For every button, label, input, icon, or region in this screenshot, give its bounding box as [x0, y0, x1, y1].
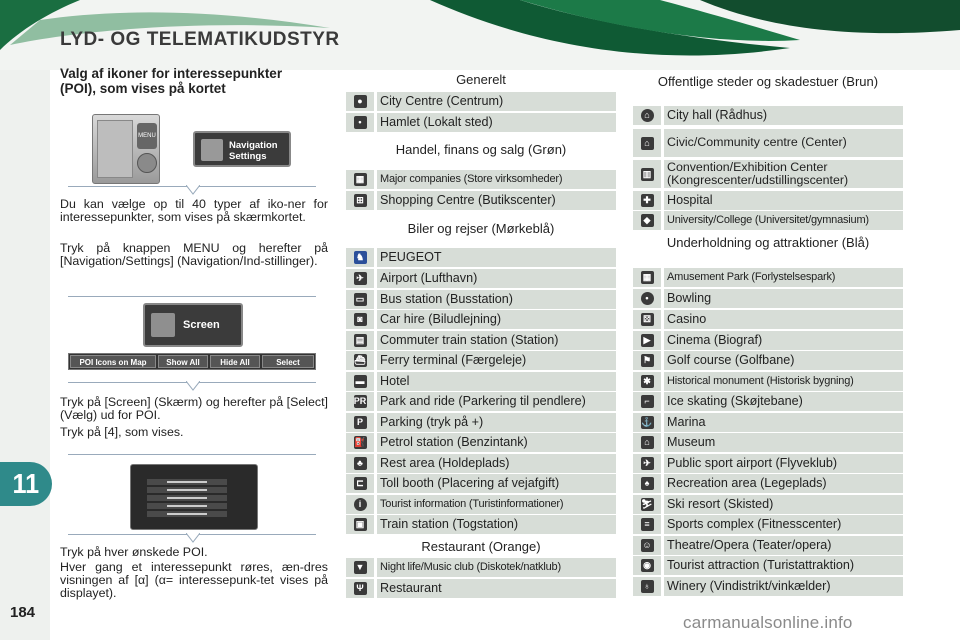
parking-icon: P: [346, 413, 374, 432]
category-heading: Underholdning og attraktioner (Blå): [666, 235, 870, 250]
poi-item: [633, 331, 903, 350]
fuel-pump-icon: ⛽: [346, 433, 374, 452]
section-title: Valg af ikoner for interessepunkter (POI), som vises på kortet: [60, 66, 283, 96]
head-unit-image: [92, 114, 160, 184]
poi-item: [346, 558, 616, 577]
poi-item: [633, 160, 903, 188]
poi-item-label: Theatre/Opera (Teater/opera): [664, 536, 903, 555]
wine-bottle-icon: ♁: [633, 577, 661, 596]
poi-item: [633, 413, 903, 432]
poi-item: [633, 211, 903, 230]
hotel-bed-icon: ▬: [346, 372, 374, 391]
poi-item-label: Bowling: [664, 289, 903, 308]
poi-item-label: Ice skating (Skøjtebane): [664, 392, 903, 411]
poi-item-label: Rest area (Holdeplads): [377, 454, 616, 473]
screen-icon: [151, 313, 175, 337]
car-icon: ◙: [346, 310, 374, 329]
poi-item: [346, 515, 616, 534]
poi-item: [346, 433, 616, 452]
poi-item: [346, 310, 616, 329]
poi-item: [346, 331, 616, 350]
poi-item-label: Marina: [664, 413, 903, 432]
navigation-settings-label: Navigation Settings: [229, 140, 278, 162]
divider: [68, 296, 316, 297]
bus-icon: ▭: [346, 290, 374, 309]
poi-item: [346, 290, 616, 309]
poi-item-label: Parking (tryk på +): [377, 413, 616, 432]
page-header-title: LYD- OG TELEMATIKUDSTYR: [60, 29, 340, 50]
paragraph: Tryk på knappen MENU og herefter på [Navigation/Settings] (Navigation/Ind-stillinger).: [60, 241, 328, 268]
poi-item: [346, 413, 616, 432]
city-centre-icon: ●: [346, 92, 374, 111]
paragraph: Tryk på [4], som vises.: [60, 425, 184, 439]
poi-item: [633, 129, 903, 157]
poi-item-label: University/College (Universitet/gymnasium): [664, 211, 903, 230]
poi-item-label: City Centre (Centrum): [377, 92, 616, 111]
airplane-icon: ✈: [346, 269, 374, 288]
poi-item: [633, 433, 903, 452]
convention-centre-icon: ▥: [633, 160, 661, 188]
museum-icon: ⌂: [633, 433, 661, 452]
sports-complex-icon: ≡: [633, 515, 661, 534]
poi-item-label: Ski resort (Skisted): [664, 495, 903, 514]
ice-skate-icon: ⌐: [633, 392, 661, 411]
ski-icon: ⛷: [633, 495, 661, 514]
category-heading: Restaurant (Orange): [421, 539, 541, 554]
show-all-button: Show All: [158, 355, 208, 368]
poi-item: [346, 248, 616, 267]
poi-item-label: Airport (Lufthavn): [377, 269, 616, 288]
poi-item-label: Museum: [664, 433, 903, 452]
poi-item-label: Cinema (Biograf): [664, 331, 903, 350]
poi-item: [346, 392, 616, 411]
poi-item: [346, 454, 616, 473]
poi-item: [346, 191, 616, 210]
divider: [68, 454, 316, 455]
office-building-icon: ▦: [346, 170, 374, 189]
university-cap-icon: ◆: [633, 211, 661, 230]
city-hall-icon: ⌂: [633, 106, 661, 125]
poi-item-label: Sports complex (Fitnesscenter): [664, 515, 903, 534]
poi-item: [346, 170, 616, 189]
anchor-icon: ⚓: [633, 413, 661, 432]
poi-item-label: PEUGEOT: [377, 248, 616, 267]
poi-item-label: Hospital: [664, 191, 903, 210]
divider: [68, 186, 316, 187]
chapter-tab: 11: [0, 462, 52, 506]
poi-item-label: Hotel: [377, 372, 616, 391]
select-button: Select: [262, 355, 314, 368]
poi-item-label: Hamlet (Lokalt sted): [377, 113, 616, 132]
poi-item-label: Golf course (Golfbane): [664, 351, 903, 370]
poi-item-label: Casino: [664, 310, 903, 329]
hospital-cross-icon: ✚: [633, 191, 661, 210]
small-airplane-icon: ✈: [633, 454, 661, 473]
hamlet-icon: •: [346, 113, 374, 132]
hide-all-button: Hide All: [210, 355, 260, 368]
theatre-masks-icon: ☺: [633, 536, 661, 555]
poi-item-label: Petrol station (Benzintank): [377, 433, 616, 452]
poi-item: [633, 372, 903, 391]
page-number: 184: [10, 604, 36, 621]
playground-icon: ♠: [633, 474, 661, 493]
commuter-train-icon: ▤: [346, 331, 374, 350]
category-heading: Offentlige steder og skadestuer (Brun): [657, 74, 879, 89]
poi-item-label: Convention/Exhibition Center (Kongrescenter/udstillingscenter): [664, 160, 903, 188]
poi-item-label: Amusement Park (Forlystelsespark): [664, 268, 903, 287]
cocktail-glass-icon: ▼: [346, 558, 374, 577]
amusement-park-icon: ▦: [633, 268, 661, 287]
poi-list-screenshot: [130, 464, 258, 530]
poi-item: [633, 556, 903, 575]
poi-item: [633, 106, 903, 125]
park-and-ride-icon: PR: [346, 392, 374, 411]
menu-button: MENU: [137, 123, 157, 149]
control-knob: [137, 153, 157, 173]
poi-item-label: Car hire (Biludlejning): [377, 310, 616, 329]
poi-item: [633, 536, 903, 555]
poi-icons-bar: [68, 353, 316, 370]
golf-flag-icon: ⚑: [633, 351, 661, 370]
paragraph: Hver gang et interessepunkt røres, æn-dres visningen af [α] (α= interessepunk-tet vises på displayet).: [60, 560, 328, 600]
fork-knife-icon: Ψ: [346, 579, 374, 598]
head-unit-screen: [97, 120, 133, 178]
poi-item-label: Winery (Vindistrikt/vinkælder): [664, 577, 903, 596]
screen-button-label: Screen: [183, 319, 220, 331]
poi-item: [633, 454, 903, 473]
poi-item: [346, 372, 616, 391]
poi-item: [633, 268, 903, 287]
poi-item: [346, 579, 616, 598]
category-heading: Biler og rejser (Mørkeblå): [407, 221, 555, 236]
divider: [68, 534, 316, 535]
navigation-settings-button: [193, 131, 291, 167]
poi-item-label: Park and ride (Parkering til pendlere): [377, 392, 616, 411]
poi-item-label: Tourist information (Turistinformationer): [377, 495, 616, 514]
train-icon: ▣: [346, 515, 374, 534]
poi-item-label: City hall (Rådhus): [664, 106, 903, 125]
poi-item: [633, 392, 903, 411]
poi-item: [346, 495, 616, 514]
toll-booth-icon: ⊏: [346, 474, 374, 493]
screen-button: [143, 303, 243, 347]
poi-item-label: Ferry terminal (Færgeleje): [377, 351, 616, 370]
poi-item: [633, 515, 903, 534]
poi-item-label: Train station (Togstation): [377, 515, 616, 534]
poi-item-label: Bus station (Busstation): [377, 290, 616, 309]
navigation-settings-icon: [201, 139, 223, 161]
dice-icon: ⚄: [633, 310, 661, 329]
poi-item-label: Historical monument (Historisk bygning): [664, 372, 903, 391]
bowling-ball-icon: •: [633, 289, 661, 308]
category-heading: Handel, finans og salg (Grøn): [395, 142, 567, 157]
side-strip: [0, 70, 50, 640]
poi-item: [633, 310, 903, 329]
poi-item: [346, 113, 616, 132]
poi-item: [633, 289, 903, 308]
poi-item-label: Toll booth (Placering af vejafgift): [377, 474, 616, 493]
poi-bar-label: POI Icons on Map: [70, 355, 156, 368]
info-icon: i: [346, 495, 374, 514]
poi-item: [346, 351, 616, 370]
poi-item-label: Civic/Community centre (Center): [664, 129, 903, 157]
paragraph: Tryk på hver ønskede POI.: [60, 545, 208, 559]
camera-icon: ◉: [633, 556, 661, 575]
watermark: carmanualsonline.info: [683, 613, 853, 632]
poi-item-label: Shopping Centre (Butikscenter): [377, 191, 616, 210]
poi-item-label: Major companies (Store virksomheder): [377, 170, 616, 189]
poi-item-label: Commuter train station (Station): [377, 331, 616, 350]
peugeot-lion-icon: ♞: [346, 248, 374, 267]
poi-item: [633, 351, 903, 370]
poi-item: [346, 474, 616, 493]
rest-area-icon: ♣: [346, 454, 374, 473]
category-heading: Generelt: [456, 72, 506, 87]
poi-item: [346, 92, 616, 111]
header-banner: [0, 0, 960, 70]
paragraph: Tryk på [Screen] (Skærm) og herefter på [Select] (Vælg) ud for POI.: [60, 395, 328, 422]
divider: [68, 382, 316, 383]
poi-item-label: Recreation area (Legeplads): [664, 474, 903, 493]
poi-item: [633, 577, 903, 596]
paragraph: Du kan vælge op til 40 typer af iko-ner for interessepunkter, som vises på skærmkortet.: [60, 197, 328, 224]
community-centre-icon: ⌂: [633, 129, 661, 157]
poi-item: [633, 474, 903, 493]
poi-item: [346, 269, 616, 288]
poi-item-label: Night life/Music club (Diskotek/natklub): [377, 558, 616, 577]
poi-item-label: Tourist attraction (Turistattraktion): [664, 556, 903, 575]
ferry-icon: ⛴: [346, 351, 374, 370]
poi-item: [633, 495, 903, 514]
shopping-cart-icon: ⊞: [346, 191, 374, 210]
poi-item: [633, 191, 903, 210]
poi-item-label: Public sport airport (Flyveklub): [664, 454, 903, 473]
cinema-icon: ▶: [633, 331, 661, 350]
poi-item-label: Restaurant: [377, 579, 616, 598]
monument-icon: ✱: [633, 372, 661, 391]
